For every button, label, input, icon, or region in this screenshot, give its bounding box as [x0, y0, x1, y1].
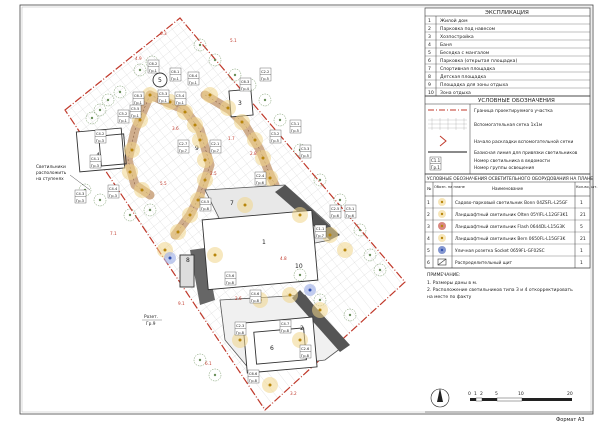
scale-bar-seg-1	[470, 398, 476, 401]
equipment-row-num: 2	[427, 213, 430, 218]
dimension-label: 7.1	[110, 231, 117, 236]
annotation-line-2: расположить	[36, 171, 67, 176]
callout-group: Гр.1	[134, 101, 142, 105]
legend-item-5: Номер светильника в ведомости	[474, 159, 550, 164]
fixture-callout	[130, 105, 141, 118]
landscape-light-icon	[255, 150, 271, 166]
callout-group: Гр.1	[159, 99, 167, 103]
callout-number: С2.1	[211, 142, 220, 146]
landscape-light-icon	[142, 87, 158, 103]
landscape-light-icon	[220, 100, 236, 116]
scale-bar-seg-4	[497, 398, 522, 401]
fixture-callout	[248, 370, 259, 383]
landscape-light-icon	[192, 132, 208, 148]
annotation-line-3: на ступенях	[36, 177, 64, 182]
fixture-callout	[210, 140, 221, 153]
scale-label-0: 0	[468, 392, 471, 397]
callout-group: Гр.8	[201, 207, 209, 211]
explication-row-name: Спортивная площадка	[440, 67, 496, 72]
landscape-light-icon	[182, 207, 198, 223]
equipment-symbol-icon	[438, 234, 446, 242]
callout-number: С4.1	[91, 157, 100, 161]
building-label-3: 3	[238, 100, 242, 107]
building-label-6: 6	[270, 345, 274, 352]
scale-label-5: 5	[495, 392, 498, 397]
explication-row-num: 4	[428, 43, 431, 48]
callout-number: С4.6	[251, 292, 260, 296]
dimension-label: 5.1	[230, 38, 237, 43]
landscape-light-icon	[124, 142, 140, 158]
legend-item-2: Вспомогательная сетка 1х1м	[474, 123, 543, 128]
explication-row-name: Баня	[440, 43, 452, 48]
explication-row-name: Беседка с мангалом	[440, 51, 490, 56]
equipment-title: УСЛОВНЫЕ ОБОЗНАЧЕНИЯ ОСВЕТИТЕЛЬНОГО ОБОРУДОВАНИЯ НА ПЛАНЕ	[427, 177, 593, 182]
callout-group: Гр.6	[346, 214, 354, 218]
socket-label: Розет.	[144, 315, 159, 320]
callout-number: С5.3	[159, 92, 168, 96]
fixture-callout	[170, 68, 181, 81]
dimension-label: 3.2	[290, 391, 297, 396]
callout-number: С5.2	[119, 112, 128, 116]
landscape-light-icon	[237, 197, 253, 213]
equipment-row-qty: 21	[580, 213, 586, 218]
callout-group: Гр.3	[109, 194, 117, 198]
legend-item-4: Базисная линия для привязки светильников	[474, 151, 578, 156]
equipment-header-name: Наименование	[492, 186, 524, 191]
explication-row-num: 7	[428, 67, 431, 72]
dimension-label: 5.5	[160, 181, 167, 186]
callout-number: С5.1	[346, 207, 355, 211]
callout-group: Гр.1	[119, 119, 127, 123]
landscape-light-icon	[312, 302, 328, 318]
legend-title: УСЛОВНЫЕ ОБОЗНАЧЕНИЯ	[478, 98, 555, 104]
scale-label-1: 1	[474, 392, 477, 397]
fixture-callout	[240, 78, 251, 91]
legend-item-6: Номер группы освещения	[474, 166, 535, 171]
fixture-callout	[158, 90, 169, 103]
landscape-light-icon	[262, 377, 278, 393]
equipment-row-num: 6	[427, 261, 430, 266]
callout-number: С4.5	[201, 200, 210, 204]
callout-number: С3.1	[291, 122, 300, 126]
callout-group: Гр.8	[301, 354, 309, 358]
socket-icon	[164, 252, 176, 264]
callout-number: С4.2	[96, 132, 105, 136]
building-label-7: 7	[230, 200, 234, 207]
callout-group: Гр.4	[241, 87, 249, 91]
fixture-callout	[90, 155, 101, 168]
explication-row-name: Зона отдыха	[440, 91, 471, 96]
equipment-row-qty: 5	[580, 225, 583, 230]
callout-number: С2.4	[256, 174, 265, 178]
building-label-9: 9	[195, 145, 199, 152]
equipment-row-name: Ландшафтный светильник Bern 0650FL-L15GF3K	[455, 237, 566, 242]
equipment-symbol-icon	[438, 259, 446, 265]
dimension-label: 2.8	[250, 151, 257, 156]
explication-row-num: 9	[428, 83, 431, 88]
explication-row-num: 6	[428, 59, 431, 64]
landscape-light-icon	[134, 182, 150, 198]
fixture-callout	[255, 172, 266, 185]
fixture-callout	[260, 68, 271, 81]
notes-line-1: 1. Размеры даны в м.	[427, 281, 478, 286]
equipment-header-symbol: Обозн. на плане	[434, 185, 465, 189]
equipment-row-num: 1	[427, 201, 430, 206]
fixture-callout	[300, 345, 311, 358]
equipment-row-name: Ландшафтный светильник Flash 0644DL-L15G3K	[455, 225, 565, 230]
fixture-callout	[118, 110, 129, 123]
callout-number: С6.6	[249, 372, 258, 376]
callout-number: С6.3	[134, 94, 143, 98]
equipment-row-qty: 1	[580, 261, 583, 266]
building-label-10: 10	[295, 263, 303, 270]
callout-group: Гр.1	[149, 69, 157, 73]
fixture-callout	[280, 320, 291, 333]
notes-line-2: 2. Расположение светильников типа 3 и 4 откорректировать	[427, 288, 573, 293]
callout-number: С5.6	[226, 274, 235, 278]
fixture-callout	[95, 130, 106, 143]
landscape-light-icon	[292, 207, 308, 223]
dimension-label: 2.5	[210, 171, 217, 176]
fixture-callout	[75, 190, 86, 203]
equipment-symbol-icon	[438, 210, 446, 218]
scale-label-10: 10	[518, 392, 524, 397]
fixture-callout	[108, 185, 119, 198]
format-label: Формат А3	[556, 417, 585, 423]
callout-number: С4.3	[76, 192, 85, 196]
fixture-callout	[250, 290, 261, 303]
fixture-callout	[330, 205, 341, 218]
fixture-callout	[148, 60, 159, 73]
explication-row-num: 10	[428, 91, 434, 96]
dimension-label: 3.6	[172, 126, 179, 131]
legend-callout-top: С1.1	[431, 158, 441, 163]
landscape-light-icon	[197, 152, 213, 168]
callout-group: Гр.7	[316, 234, 324, 238]
fixture-callout	[235, 322, 246, 335]
landscape-light-icon	[122, 164, 138, 180]
callout-group: Гр.1	[176, 101, 184, 105]
landscape-light-icon	[337, 242, 353, 258]
callout-number: С4.7	[281, 322, 290, 326]
equipment-row-num: 3	[427, 225, 430, 230]
callout-number: С1.1	[316, 227, 325, 231]
equipment-row-name: Распределительный щит	[455, 261, 513, 266]
legend-item-3: Начало раскладки вспомогательной сетки	[474, 140, 574, 145]
callout-group: Гр.6	[256, 181, 264, 185]
callout-group: Гр.5	[301, 154, 309, 158]
legend-callout-bottom: Гр.1	[431, 165, 440, 170]
equipment-row-qty: 1	[580, 201, 583, 206]
landscape-light-icon	[170, 224, 186, 240]
callout-number: С3.2	[271, 132, 280, 136]
explication-row-num: 3	[428, 35, 431, 40]
fixture-callout	[200, 198, 211, 211]
callout-group: Гр.5	[271, 139, 279, 143]
callout-number: С3.3	[301, 147, 310, 151]
explication-row-name: Площадка для зоны отдыха	[440, 83, 509, 88]
landscape-light-icon	[234, 114, 250, 130]
fixture-callout	[133, 92, 144, 105]
callout-group: Гр.8	[236, 331, 244, 335]
scale-label-2: 2	[480, 392, 483, 397]
equipment-row-name: Садово-парковый светильник Bonn 04ZSFL-L25GF	[455, 201, 568, 206]
explication-row-name: Детская площадка	[440, 75, 487, 80]
equipment-row-qty: 1	[580, 249, 583, 254]
callout-group: Гр.5	[261, 77, 269, 81]
callout-group: Гр.1	[131, 114, 139, 118]
equipment-symbol-icon	[438, 246, 446, 254]
explication-row-name: Парковка (открытая площадка)	[440, 59, 518, 64]
socket-icon	[304, 284, 316, 296]
building-label-8: 8	[186, 257, 190, 264]
scale-bar-seg-2	[476, 398, 482, 401]
explication-title: ЭКСПЛИКАЦИЯ	[485, 10, 529, 16]
equipment-row-name: Ландшафтный светильник Olten 05YIFL-L12GF3K1	[455, 213, 569, 218]
landscape-light-icon	[247, 132, 263, 148]
callout-group: Гр.8	[226, 281, 234, 285]
dimension-label: 4.8	[280, 256, 287, 261]
landscape-light-icon	[177, 104, 193, 120]
equipment-header-qty: Кол-во, шт.	[576, 185, 598, 189]
callout-group: Гр.6	[331, 214, 339, 218]
callout-group: Гр.1	[171, 77, 179, 81]
callout-group: Гр.3	[96, 139, 104, 143]
landscape-light-icon	[202, 87, 218, 103]
landscape-light-icon	[282, 287, 298, 303]
callout-group: Гр.7	[211, 149, 219, 153]
socket-group: Гр.9	[146, 322, 156, 327]
explication-row-num: 8	[428, 75, 431, 80]
fixture-callout	[178, 140, 189, 153]
equipment-row-num: 5	[427, 249, 430, 254]
explication-row-name: Жилой дом	[440, 19, 468, 24]
explication-row-name: Хозпостройка	[440, 35, 474, 40]
fixture-callout	[345, 205, 356, 218]
callout-number: С2.2	[261, 70, 270, 74]
callout-number: С2.5	[331, 207, 340, 211]
callout-number: С6.2	[149, 62, 158, 66]
equipment-row-num: 4	[427, 237, 430, 242]
annotation-line-1: Светильники	[36, 165, 66, 170]
callout-group: Гр.8	[249, 379, 257, 383]
notes-line-3: на месте по факту	[427, 295, 472, 300]
callout-number: С2.6	[301, 347, 310, 351]
fixture-callout	[175, 92, 186, 105]
explication-row-num: 2	[428, 27, 431, 32]
dimension-label: 6.1	[205, 361, 212, 366]
landscape-light-icon	[207, 247, 223, 263]
explication-row-num: 5	[428, 51, 431, 56]
callout-number: С5.4	[176, 94, 185, 98]
dimension-label: 4.9	[135, 56, 142, 61]
callout-number: С2.3	[236, 324, 245, 328]
equipment-row-qty: 21	[580, 237, 586, 242]
callout-number: С2.7	[179, 142, 188, 146]
fixture-callout	[225, 272, 236, 285]
equipment-row-name: Уличная розетка Socket 0659FL-GF02SC	[455, 249, 545, 254]
fixture-callout	[315, 225, 326, 238]
callout-group: Гр.3	[91, 164, 99, 168]
callout-number: С6.1	[171, 70, 180, 74]
callout-number: С5.5	[131, 107, 140, 111]
legend-item-1: Граница проектируемого участка	[474, 109, 553, 114]
scale-bar-seg-5	[522, 398, 572, 401]
dimension-label: 1.7	[228, 136, 235, 141]
dimension-label: 2.6	[235, 296, 242, 301]
fixture-callout	[188, 72, 199, 85]
callout-number: С4.4	[109, 187, 118, 191]
scale-label-20: 20	[567, 392, 573, 397]
callout-group: Гр.5	[291, 129, 299, 133]
building-label-1: 1	[262, 239, 266, 246]
building-label-2: 2	[300, 325, 304, 332]
callout-number: С6.3	[241, 80, 250, 84]
dimension-label: 6.3	[160, 31, 167, 36]
fixture-callout	[270, 130, 281, 143]
explication-row-name: Парковка под навесом	[440, 27, 496, 32]
callout-group: Гр.1	[189, 81, 197, 85]
equipment-symbol-icon	[438, 198, 446, 206]
callout-group: Гр.3	[76, 199, 84, 203]
callout-group: Гр.7	[179, 149, 187, 153]
notes-title: ПРИМЕЧАНИЕ:	[427, 273, 461, 278]
equipment-header-num: №	[427, 186, 432, 191]
callout-group: Гр.8	[251, 299, 259, 303]
dimension-label: 9.1	[178, 301, 185, 306]
landscape-light-icon	[187, 117, 203, 133]
fixture-callout	[290, 120, 301, 133]
legend-callout-symbol	[430, 157, 441, 170]
scale-bar-seg-3	[482, 398, 497, 401]
equipment-symbol-icon	[438, 222, 446, 230]
callout-number: С6.4	[189, 74, 198, 78]
callout-group: Гр.8	[281, 329, 289, 333]
fixture-callout	[300, 145, 311, 158]
building-label-5: 5	[158, 77, 162, 84]
explication-row-num: 1	[428, 19, 431, 24]
